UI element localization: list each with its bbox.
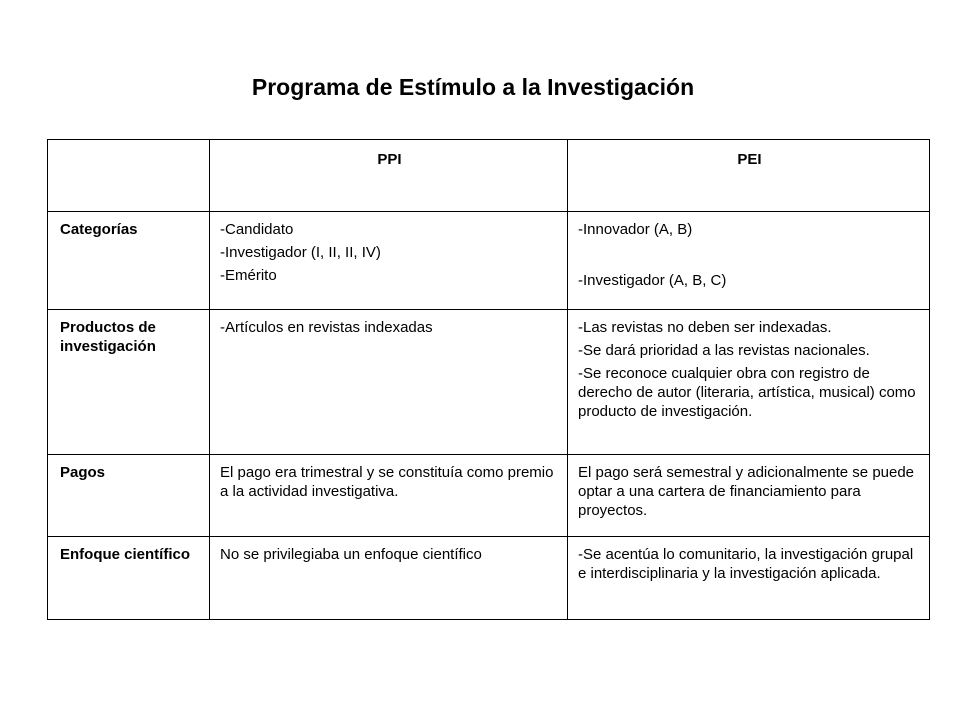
- list-item: El pago será semestral y adicionalmente se puede optar a una cartera de financiamiento para proyectos.: [578, 464, 915, 519]
- list-item: -Se reconoce cualquier obra con registro de derecho de autor (literaria, artística, musical) como producto de investigación.: [578, 365, 916, 420]
- row-label-enfoque: Enfoque científico: [48, 537, 210, 620]
- cell-enfoque-ppi: [210, 537, 568, 620]
- header-pei: PEI: [568, 140, 930, 212]
- cell-categorias-pei: [568, 212, 930, 310]
- table-row-pagos: [48, 455, 930, 537]
- cell-pagos-ppi: [210, 455, 568, 537]
- comparison-table: [47, 139, 930, 620]
- list-item: El pago era trimestral y se constituía como premio a la actividad investigativa.: [220, 464, 554, 500]
- list-item: -Investigador (A, B, C): [578, 272, 727, 289]
- list-item: -Las revistas no deben ser indexadas.: [578, 319, 832, 336]
- list-item: -Investigador (I, II, II, IV): [220, 244, 381, 261]
- spacer: [578, 243, 921, 271]
- cell-enfoque-pei: [568, 537, 930, 620]
- header-empty-cell: [48, 140, 210, 212]
- list-item: -Artículos en revistas indexadas: [220, 319, 433, 336]
- list-item: -Innovador (A, B): [578, 221, 693, 238]
- list-item: -Se acentúa lo comunitario, la investigación grupal e interdisciplinaria y la investigación aplicada.: [578, 546, 914, 582]
- row-label-productos: Productos de investigación: [48, 310, 210, 455]
- cell-productos-pei: [568, 310, 930, 455]
- list-item: -Se dará prioridad a las revistas nacionales.: [578, 342, 870, 359]
- page-title: Programa de Estímulo a la Investigación: [251, 74, 695, 100]
- list-item: -Emérito: [220, 267, 277, 284]
- header-ppi: PPI: [210, 140, 568, 212]
- table-row-categorias: [48, 212, 930, 310]
- list-item: No se privilegiaba un enfoque científico: [220, 546, 482, 563]
- list-item: -Candidato: [220, 221, 294, 238]
- cell-categorias-ppi: [210, 212, 568, 310]
- cell-pagos-pei: [568, 455, 930, 537]
- cell-productos-ppi: [210, 310, 568, 455]
- table-row-enfoque: [48, 537, 930, 620]
- row-label-pagos: Pagos: [48, 455, 210, 537]
- table-row-productos: [48, 310, 930, 455]
- table-header-row: [48, 140, 930, 212]
- row-label-categorias: Categorías: [48, 212, 210, 310]
